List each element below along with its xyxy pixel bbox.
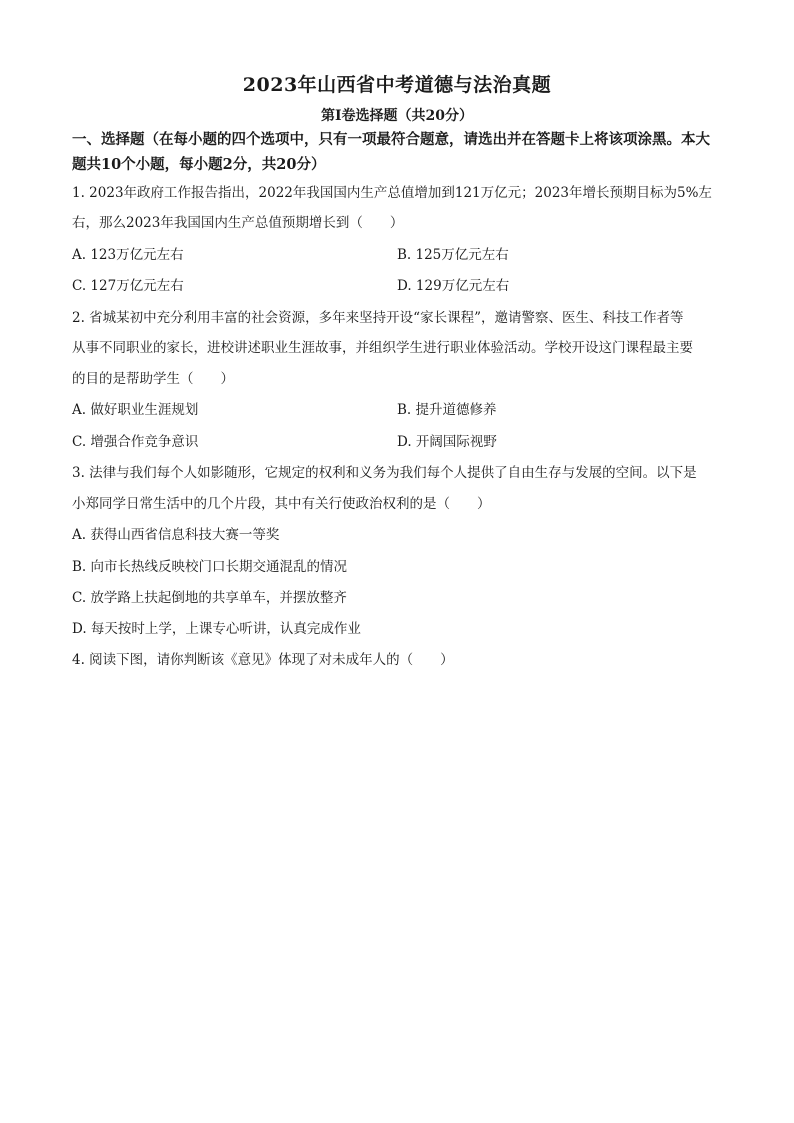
question-3-option-a: A. 获得山西省信息科技大赛一等奖 (72, 527, 280, 543)
question-1-stem-line-1: 1. 2023年政府工作报告指出，2022年我国国内生产总值增加到121万亿元；2023年增长预期目标为5%左 (72, 185, 712, 201)
section-header: 一、选择题（在每小题的四个选项中，只有一项最符合题意，请选出并在答题卡上将该项涂黑。本大题共10个小题，每小题2分，共20分） (72, 131, 710, 173)
question-2-stem-line-2: 从事不同职业的家长，进校讲述职业生涯故事，并组织学生进行职业体验活动。学校开设这门课程最主要 (72, 340, 693, 356)
question-2-option-c: C. 增强合作竞争意识 (72, 434, 199, 450)
question-3-option-c: C. 放学路上扶起倒地的共享单车，并摆放整齐 (72, 590, 347, 606)
question-1-stem-line-2: 右，那么2023年我国国内生产总值预期增长到（ ） (72, 215, 404, 231)
question-2-stem-line-3: 的目的是帮助学生（ ） (72, 371, 234, 387)
exam-title: 2023年山西省中考道德与法治真题 (242, 74, 552, 96)
question-3-option-b: B. 向市长热线反映校门口长期交通混乱的情况 (72, 559, 348, 575)
question-1-option-a: A. 123万亿元左右 (72, 247, 184, 263)
question-2-option-b: B. 提升道德修养 (397, 402, 497, 418)
question-1-option-b: B. 125万亿元左右 (397, 247, 509, 263)
question-1-option-c: C. 127万亿元左右 (72, 278, 184, 294)
question-2-stem-line-1: 2. 省城某初中充分利用丰富的社会资源，多年来坚持开设“家长课程”，邀请警察、医生、科技工作者等 (72, 310, 684, 326)
question-2-option-a: A. 做好职业生涯规划 (72, 402, 199, 418)
question-4-stem-line-1: 4. 阅读下图，请你判断该《意见》体现了对未成年人的（ ） (72, 652, 454, 668)
part-title: 第Ⅰ卷选择题（共20分） (320, 108, 474, 124)
question-1-option-d: D. 129万亿元左右 (397, 278, 510, 294)
question-3-stem-line-1: 3. 法律与我们每个人如影随形，它规定的权利和义务为我们每个人提供了自由生存与发展的空间。以下是 (72, 465, 697, 481)
question-3-option-d: D. 每天按时上学，上课专心听讲，认真完成作业 (72, 621, 361, 637)
question-2-option-d: D. 开阔国际视野 (397, 434, 497, 450)
question-3-stem-line-2: 小郑同学日常生活中的几个片段，其中有关行使政治权利的是（ ） (72, 496, 491, 512)
